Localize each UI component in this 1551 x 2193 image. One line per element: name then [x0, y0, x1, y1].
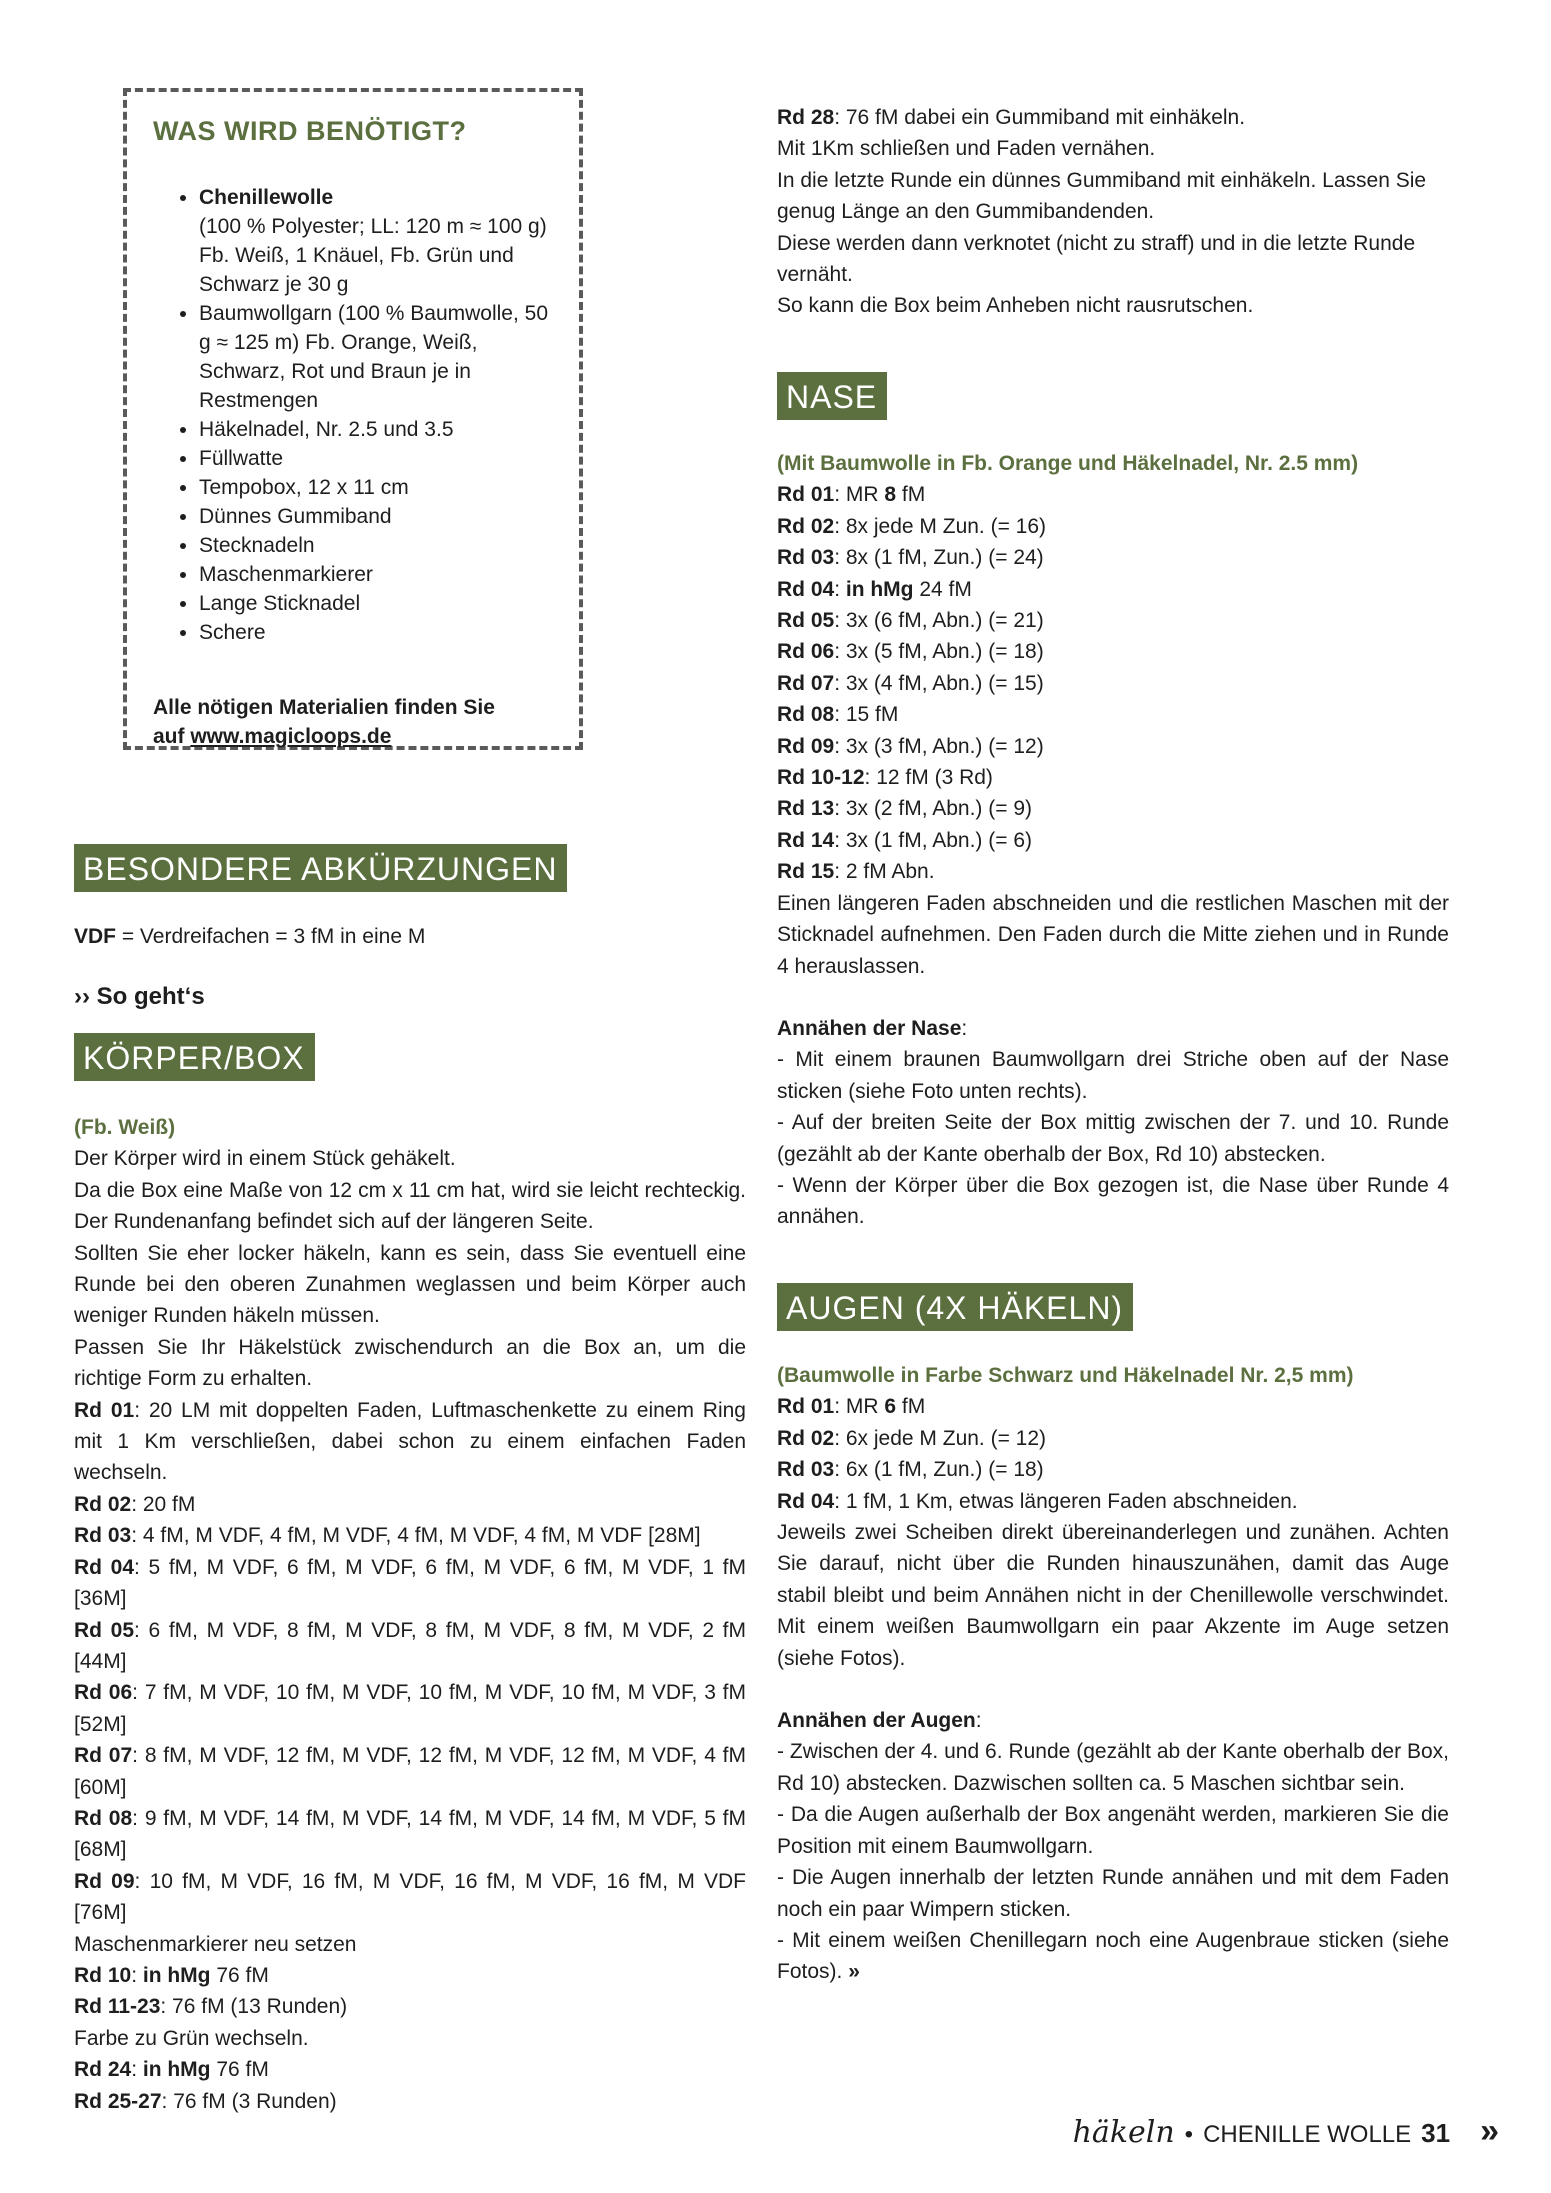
materials-item: • Füllwatte [199, 444, 553, 473]
round-row: Rd 04: in hMg 24 fM [777, 577, 972, 601]
round-row: Rd 24: in hMg 76 fM [74, 2058, 269, 2082]
so-gehts-label: ›› So geht‘s [74, 983, 205, 1010]
round-row: Rd 03: 8x (1 fM, Zun.) (= 24) [777, 546, 1044, 570]
materials-item: • Schere [199, 618, 553, 647]
color-note: (Mit Baumwolle in Fb. Orange und Häkelnadel, Nr. 2.5 mm) [777, 452, 1359, 475]
round-row: Rd 01: MR 6 fM [777, 1395, 926, 1419]
round-row: Rd 02: 6x jede M Zun. (= 12) [777, 1426, 1047, 1450]
round-row: Rd 03: 4 fM, M VDF, 4 fM, M VDF, 4 fM, M VDF, 4 fM, M VDF [28M] [74, 1524, 701, 1548]
round-row: Rd 08: 15 fM [777, 703, 899, 727]
materials-item: • Chenillewolle (100 % Polyester; LL: 120 m ≈ 100 g) Fb. Weiß, 1 Knäuel, Fb. Grün und Schwarz je 30 g [199, 183, 553, 299]
materials-title: WAS WIRD BENÖTIGT? [153, 116, 467, 146]
materials-item: • Tempobox, 12 x 11 cm [199, 473, 553, 502]
round-row: Rd 04: 5 fM, M VDF, 6 fM, M VDF, 6 fM, M VDF, 6 fM, M VDF, 1 fM [36M] [74, 1555, 747, 1611]
round-row: Rd 01: MR 8 fM [777, 483, 926, 507]
attach-title: Annähen der Nase [777, 1016, 962, 1040]
materials-item: • Baumwollgarn (100 % Baumwolle, 50 g ≈ 125 m) Fb. Orange, Weiß, Schwarz, Rot und Braun je in Restmengen [199, 299, 553, 415]
round-row: Rd 06: 3x (5 fM, Abn.) (= 18) [777, 640, 1044, 664]
round-row: Rd 04: 1 fM, 1 Km, etwas längeren Faden abschneiden. [777, 1489, 1298, 1513]
next-page-arrow-icon[interactable]: » [1480, 2112, 1499, 2150]
nase-heading: NASE [777, 372, 887, 420]
footer-section: CHENILLE WOLLE [1203, 2121, 1412, 2148]
round-row: Rd 07: 8 fM, M VDF, 12 fM, M VDF, 12 fM, M VDF, 12 fM, M VDF, 4 fM [60M] [74, 1744, 747, 1799]
round-row: Rd 03: 6x (1 fM, Zun.) (= 18) [777, 1458, 1044, 1482]
koerper-instructions: (Fb. Weiß) Der Körper wird in einem Stück gehäkelt. Da die Box eine Maße von 12 cm x 11 cm hat, wird sie leicht rechteckig. Der Rundenanfang befindet sich auf der längeren Seite. Sollten Sie eher locker häkeln, kann es sein, dass Sie eventuell eine Runde bei den oberen Zunahmen weglassen und beim Körper auch weniger Runden häkeln müssen. Passen Sie Ihr Häkelstück zwischendurch an die Box an, um die richtige Form zu erhalten. Rd 01: 20 LM mit doppelten Faden, Luftmaschenkette zu einem Ring mit 1 Km verschließen, dabei schon zu einem einfachen Faden wechseln. Rd 02: 20 fM Rd 03: 4 fM, M VDF, 4 fM, M VDF, 4 fM, M VDF, 4 fM, M VDF [28M] Rd 04: 5 fM, M VDF, 6 fM, M VDF, 6 fM, M VDF, 6 fM, M VDF, 1 fM [36M] Rd 05: 6 fM, M VDF, 8 fM, M VDF, 8 fM, M VDF, 8 fM, M VDF, 2 fM [44M] Rd 06: 7 fM, M VDF, 10 fM, M VDF, 10 fM, M VDF, 10 fM, M VDF, 3 fM [52M] Rd 07: 8 fM, M VDF, 12 fM, M VDF, 12 fM, M VDF, 12 fM, M VDF, 4 fM [60M] Rd 08: 9 fM, M VDF, 14 fM, M VDF, 14 fM, M VDF, 14 fM, M VDF, 5 fM [68M] Rd 09: 10 fM, M VDF, 16 fM, M VDF, 16 fM, M VDF, 16 fM, M VDF [76M] Maschenmarkierer neu setzen Rd 10: in hMg 76 fM Rd 11-23: 76 fM (13 Runden) Farbe zu Grün wechseln. Rd 24: in hMg 76 fM Rd 25-27: 76 fM (3 Runden) [74, 1112, 746, 2117]
round-row: Rd 08: 9 fM, M VDF, 14 fM, M VDF, 14 fM, M VDF, 14 fM, M VDF, 5 fM [68M] [74, 1806, 747, 1862]
materials-item: • Stecknadeln [199, 531, 553, 560]
koerper-heading: KÖRPER/BOX [74, 1033, 315, 1081]
abbr-heading: BESONDERE ABKÜRZUNGEN [74, 844, 567, 892]
continue-arrow-icon: » [848, 1960, 860, 1984]
footer-script-logo: häkeln [1072, 2115, 1175, 2150]
round-row: Rd 25-27: 76 fM (3 Runden) [74, 2089, 337, 2113]
round-row: Rd 11-23: 76 fM (13 Runden) [74, 1995, 348, 2019]
footer-bullet: • [1184, 2121, 1194, 2148]
round-row: Rd 09: 10 fM, M VDF, 16 fM, M VDF, 16 fM, M VDF, 16 fM, M VDF [76M] [74, 1869, 746, 1925]
materials-list [153, 183, 553, 647]
materials-item: • Häkelnadel, Nr. 2.5 und 3.5 [199, 415, 553, 444]
round-row: Rd 02: 20 fM [74, 1492, 196, 1516]
round-row: Rd 06: 7 fM, M VDF, 10 fM, M VDF, 10 fM, M VDF, 10 fM, M VDF, 3 fM [52M] [74, 1681, 747, 1736]
round-row: Rd 28: 76 fM dabei ein Gummiband mit einhäkeln. [777, 106, 1246, 129]
round-row: Rd 10: in hMg 76 fM [74, 1963, 269, 1987]
round-row: Rd 15: 2 fM Abn. [777, 860, 935, 884]
augen-heading: AUGEN (4X HÄKELN) [777, 1283, 1133, 1331]
materials-item: • Dünnes Gummiband [199, 502, 553, 531]
round-row: Rd 02: 8x jede M Zun. (= 16) [777, 514, 1047, 538]
round-row: Rd 05: 6 fM, M VDF, 8 fM, M VDF, 8 fM, M VDF, 8 fM, M VDF, 2 fM [44M] [74, 1618, 747, 1673]
materials-box [123, 88, 583, 750]
materials-item: • Maschenmarkierer [199, 560, 553, 589]
round-row: Rd 05: 3x (6 fM, Abn.) (= 21) [777, 609, 1044, 633]
color-note: (Baumwolle in Farbe Schwarz und Häkelnadel Nr. 2,5 mm) [777, 1364, 1354, 1387]
attach-title: Annähen der Augen [777, 1709, 976, 1733]
round-row: Rd 07: 3x (4 fM, Abn.) (= 15) [777, 671, 1044, 695]
materials-item: • Lange Sticknadel [199, 589, 553, 618]
materials-footer: Alle nötigen Materialien finden Sie auf www.magicloops.de [153, 696, 495, 748]
round-row: Rd 01: 20 LM mit doppelten Faden, Luftmaschenkette zu einem Ring mit 1 Km verschließen, dabei schon zu einem einfachen Faden wechseln. [74, 1398, 746, 1485]
round-row: Rd 10-12: 12 fM (3 Rd) [777, 766, 993, 790]
round-row: Rd 09: 3x (3 fM, Abn.) (= 12) [777, 734, 1044, 758]
page-footer [1073, 2112, 1499, 2151]
rd28-block: Rd 28: 76 fM dabei ein Gummiband mit einhäkeln. Mit 1Km schließen und Faden vernähen. In die letzte Runde ein dünnes Gummiband mit einhäkeln. Lassen Sie genug Länge an den Gummibandenden. Diese werden dann verknotet (nicht zu straff) und in die letzte Runde vernäht. So kann die Box beim Anheben nicht rausrutschen. [777, 102, 1449, 322]
color-note: (Fb. Weiß) [74, 1116, 176, 1139]
round-row: Rd 13: 3x (2 fM, Abn.) (= 9) [777, 797, 1033, 821]
abbr-text: VDF = Verdreifachen = 3 fM in eine M [74, 925, 426, 948]
shop-link[interactable]: www.magicloops.de [190, 725, 392, 748]
nase-instructions: (Mit Baumwolle in Fb. Orange und Häkelnadel, Nr. 2.5 mm) Rd 01: MR 8 fM Rd 02: 8x jede M Zun. (= 16) Rd 03: 8x (1 fM, Zun.) (= 24) Rd 04: in hMg 24 fM Rd 05: 3x (6 fM, Abn.) (= 21) Rd 06: 3x (5 fM, Abn.) (= 18) Rd 07: 3x (4 fM, Abn.) (= 15) Rd 08: 15 fM Rd 09: 3x (3 fM, Abn.) (= 12) Rd 10-12: 12 fM (3 Rd) Rd 13: 3x (2 fM, Abn.) (= 9) Rd 14: 3x (1 fM, Abn.) (= 6) Rd 15: 2 fM Abn. Einen längeren Faden abschneiden und die restlichen Maschen mit der Sticknadel aufnehmen. Den Faden durch die Mitte ziehen und in Runde 4 herauslassen. Annähen der Nase: - Mit einem braunen Baumwollgarn drei Striche oben auf der Nase sticken (siehe Foto unten rechts). - Auf der breiten Seite der Box mittig zwischen der 7. und 10. Runde (gezählt ab der Kante oberhalb der Box, Rd 10) abstecken. - Wenn der Körper über die Box gezogen ist, die Nase über Runde 4 annähen. [777, 448, 1449, 1233]
round-row: Rd 14: 3x (1 fM, Abn.) (= 6) [777, 828, 1033, 852]
augen-instructions: (Baumwolle in Farbe Schwarz und Häkelnadel Nr. 2,5 mm) Rd 01: MR 6 fM Rd 02: 6x jede M Zun. (= 12) Rd 03: 6x (1 fM, Zun.) (= 18) Rd 04: 1 fM, 1 Km, etwas längeren Faden abschneiden. Jeweils zwei Scheiben direkt übereinanderlegen und zunähen. Achten Sie darauf, nicht über die Runden hinauszunähen, damit das Auge stabil bleibt und beim Annähen nicht in der Chenillewolle verschwindet. Mit einem weißen Baumwollgarn ein paar Akzente im Auge setzen (siehe Fotos). Annähen der Augen: - Zwischen der 4. und 6. Runde (gezählt ab der Kante oberhalb der Box, Rd 10) abstecken. Dazwischen sollten ca. 5 Maschen sichtbar sein. - Da die Augen außerhalb der Box angenäht werden, markieren Sie die Position mit einem Baumwollgarn. - Die Augen innerhalb der letzten Runde annähen und mit dem Faden noch ein paar Wimpern sticken. - Mit einem weißen Chenillegarn noch eine Augenbraue sticken (siehe Fotos). » [777, 1360, 1449, 1988]
page-number: 31 [1421, 2118, 1451, 2148]
